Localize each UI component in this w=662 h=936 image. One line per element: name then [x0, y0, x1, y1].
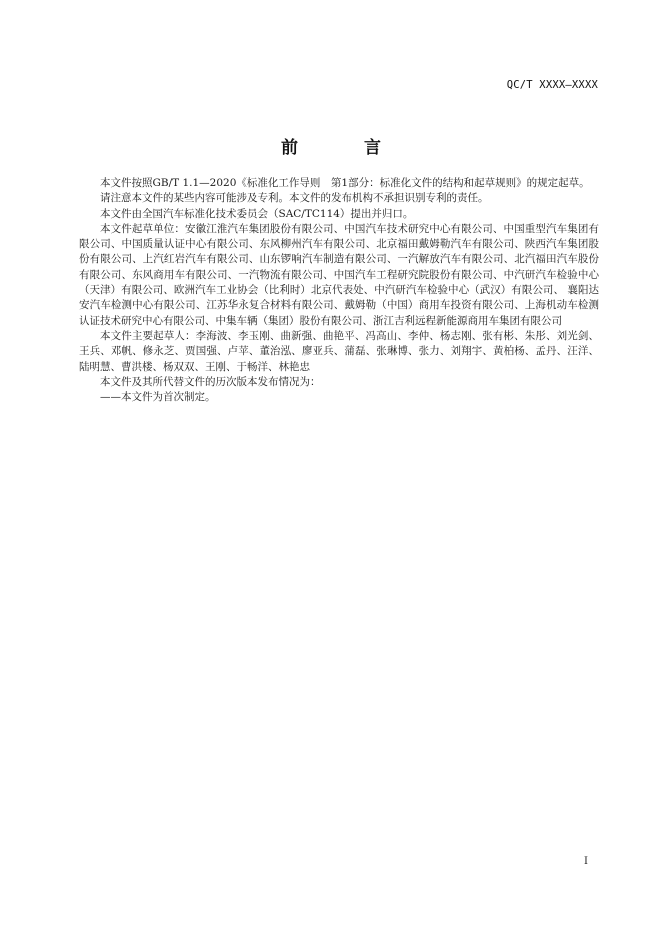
- paragraph-proposer: 本文件由全国汽车标准化技术委员会（SAC/TC114）提出并归口。: [100, 207, 414, 220]
- paragraph-first-edition: ——本文件为首次制定。: [100, 391, 216, 404]
- page-number: I: [584, 856, 588, 867]
- page-title: 前 言: [281, 138, 411, 158]
- paragraph-patent-notice: 请注意本文件的某些内容可能涉及专利。本文件的发布机构不承担识别专利的责任。: [100, 192, 489, 205]
- paragraph-drafters: 本文件主要起草人：李海波、李玉刚、曲新强、曲艳平、冯高山、李仲、杨志刚、张有彬、朱彤、刘光剑、王兵、邓帆、修永芝、贾国强、卢苹、董治泓、廖亚兵、蒲磊、张琳博、张力、刘翔宇、黄柏杨、孟丹、汪洋、陆明慧、曹洪楼、杨双双、王刚、于畅洋、林艳忠: [79, 329, 599, 373]
- document-code: QC/T XXXX—XXXX: [506, 79, 598, 91]
- paragraph-drafting-units: 本文件起草单位：安徽江淮汽车集团股份有限公司、中国汽车技术研究中心有限公司、中国重型汽车集团有限公司、中国质量认证中心有限公司、东风柳州汽车有限公司、北京福田戴姆勒汽车有限公司、陕西汽车集团股份有限公司、上汽红岩汽车有限公司、山东锣响汽车制造有限公司、一汽解放汽车有限公司、北汽福田汽车股份有限公司、东风商用车有限公司、一汽物流有限公司、中国汽车工程研究院股份有限公司、中汽研汽车检验中心（天津）有限公司、欧洲汽车工业协会（比利时）北京代表处、中汽研汽车检验中心（武汉）有限公司、 襄阳达安汽车检测中心有限公司、江苏华永复合材料有限公司、戴姆勒（中国）商用车投资有限公司、上海机动车检测认证技术研究中心有限公司、中集车辆（集团）股份有限公司、浙江吉利远程新能源商用车集团有限公司: [79, 222, 599, 327]
- paragraph-version-history: 本文件及其所代替文件的历次版本发布情况为：: [100, 375, 321, 388]
- foreword-body: [79, 176, 599, 405]
- paragraph-drafting-rules: 本文件按照GB/T 1.1—2020《标准化工作导则 第1部分：标准化文件的结构和起草规则》的规定起草。: [100, 177, 590, 189]
